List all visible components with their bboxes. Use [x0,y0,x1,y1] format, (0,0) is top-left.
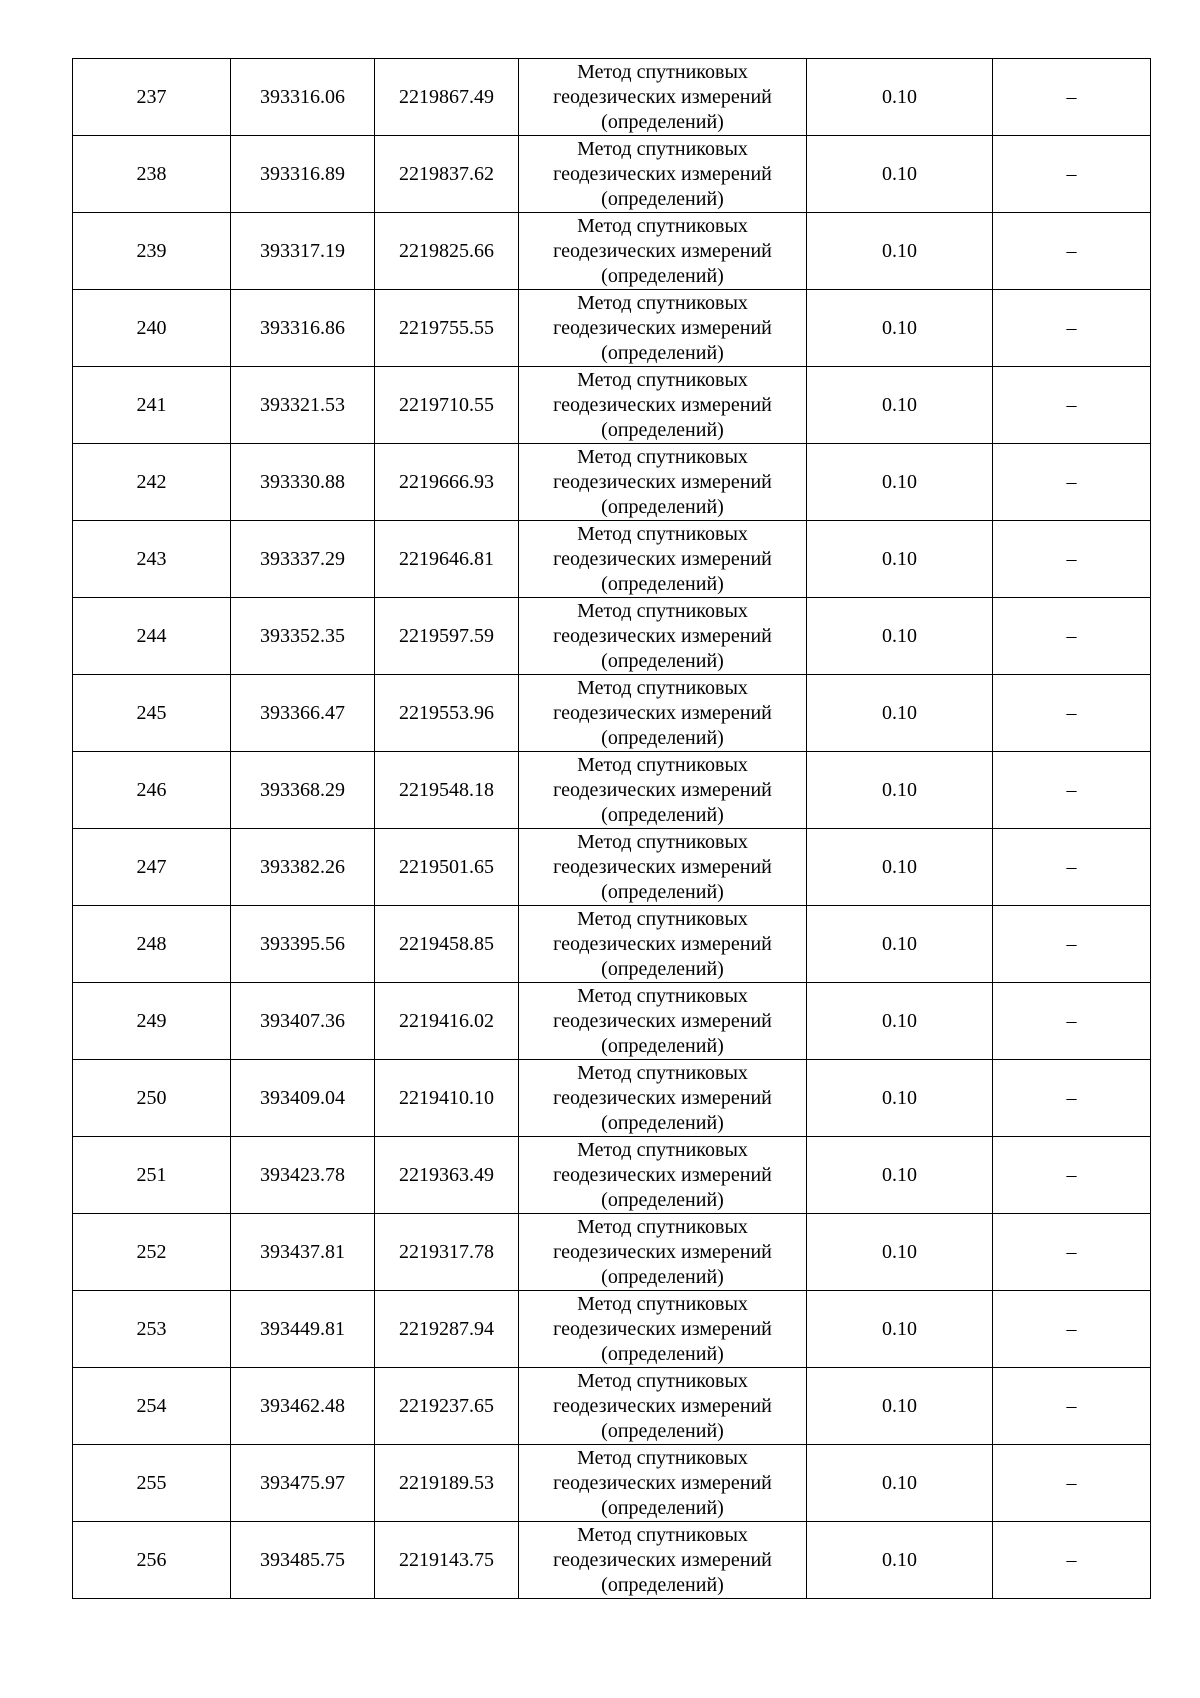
point-number-cell: 240 [73,290,231,367]
method-line: геодезических измерений [553,239,772,262]
table-row [73,444,1151,521]
accuracy-cell: 0.10 [807,213,993,290]
method-cell [519,752,807,829]
method-line: геодезических измерений [553,1086,772,1109]
y-coordinate-cell: 2219755.55 [375,290,519,367]
x-coordinate-cell: 393475.97 [231,1445,375,1522]
method-cell [519,136,807,213]
y-coordinate-cell: 2219501.65 [375,829,519,906]
x-coordinate-cell: 393449.81 [231,1291,375,1368]
accuracy-cell: 0.10 [807,752,993,829]
x-coordinate-cell: 393395.56 [231,906,375,983]
method-line: (определений) [601,264,724,287]
method-cell [519,675,807,752]
note-cell: – [993,1060,1151,1137]
point-number-cell: 249 [73,983,231,1060]
method-line: геодезических измерений [553,1394,772,1417]
y-coordinate-cell: 2219317.78 [375,1214,519,1291]
y-coordinate-cell: 2219363.49 [375,1137,519,1214]
x-coordinate-cell: 393437.81 [231,1214,375,1291]
method-line: Метод спутниковых [577,1369,748,1392]
method-cell [519,906,807,983]
y-coordinate-cell: 2219410.10 [375,1060,519,1137]
table-row [73,906,1151,983]
accuracy-cell: 0.10 [807,675,993,752]
method-line: (определений) [601,1419,724,1442]
method-line: геодезических измерений [553,1317,772,1340]
method-line: Метод спутниковых [577,1446,748,1469]
accuracy-cell: 0.10 [807,1368,993,1445]
point-number-cell: 246 [73,752,231,829]
method-line: (определений) [601,110,724,133]
method-line: Метод спутниковых [577,907,748,930]
method-line: (определений) [601,341,724,364]
x-coordinate-cell: 393407.36 [231,983,375,1060]
accuracy-cell: 0.10 [807,59,993,136]
method-cell [519,290,807,367]
method-line: Метод спутниковых [577,599,748,622]
method-line: Метод спутниковых [577,753,748,776]
method-line: Метод спутниковых [577,291,748,314]
point-number-cell: 255 [73,1445,231,1522]
method-line: геодезических измерений [553,1163,772,1186]
method-line: (определений) [601,1111,724,1134]
x-coordinate-cell: 393352.35 [231,598,375,675]
method-line: геодезических измерений [553,1548,772,1571]
method-line: геодезических измерений [553,778,772,801]
coordinates-table-body [73,59,1151,1599]
note-cell: – [993,983,1151,1060]
y-coordinate-cell: 2219143.75 [375,1522,519,1599]
method-line: (определений) [601,572,724,595]
x-coordinate-cell: 393316.86 [231,290,375,367]
point-number-cell: 239 [73,213,231,290]
note-cell: – [993,1368,1151,1445]
method-line: геодезических измерений [553,85,772,108]
note-cell: – [993,1522,1151,1599]
y-coordinate-cell: 2219287.94 [375,1291,519,1368]
y-coordinate-cell: 2219825.66 [375,213,519,290]
point-number-cell: 241 [73,367,231,444]
method-line: геодезических измерений [553,624,772,647]
method-line: Метод спутниковых [577,445,748,468]
table-row [73,1137,1151,1214]
method-cell [519,1445,807,1522]
table-row [73,136,1151,213]
coordinates-table [72,58,1151,1599]
x-coordinate-cell: 393485.75 [231,1522,375,1599]
table-row [73,59,1151,136]
note-cell: – [993,59,1151,136]
accuracy-cell: 0.10 [807,983,993,1060]
method-line: Метод спутниковых [577,214,748,237]
x-coordinate-cell: 393330.88 [231,444,375,521]
method-line: (определений) [601,495,724,518]
table-row [73,1368,1151,1445]
x-coordinate-cell: 393317.19 [231,213,375,290]
method-cell [519,1137,807,1214]
method-line: Метод спутниковых [577,1292,748,1315]
y-coordinate-cell: 2219646.81 [375,521,519,598]
method-line: (определений) [601,957,724,980]
note-cell: – [993,1214,1151,1291]
point-number-cell: 250 [73,1060,231,1137]
method-line: Метод спутниковых [577,1138,748,1161]
y-coordinate-cell: 2219710.55 [375,367,519,444]
note-cell: – [993,1445,1151,1522]
table-row [73,367,1151,444]
method-cell [519,1522,807,1599]
method-line: (определений) [601,803,724,826]
x-coordinate-cell: 393462.48 [231,1368,375,1445]
point-number-cell: 256 [73,1522,231,1599]
method-cell [519,1214,807,1291]
note-cell: – [993,752,1151,829]
method-cell [519,983,807,1060]
method-cell [519,213,807,290]
method-line: Метод спутниковых [577,60,748,83]
method-line: (определений) [601,649,724,672]
method-line: геодезических измерений [553,547,772,570]
table-row [73,675,1151,752]
table-row [73,290,1151,367]
method-cell [519,444,807,521]
method-line: (определений) [601,1034,724,1057]
method-cell [519,1291,807,1368]
method-line: (определений) [601,1188,724,1211]
table-row [73,213,1151,290]
table-row [73,983,1151,1060]
method-line: геодезических измерений [553,393,772,416]
y-coordinate-cell: 2219458.85 [375,906,519,983]
method-line: Метод спутниковых [577,984,748,1007]
table-row [73,1522,1151,1599]
point-number-cell: 243 [73,521,231,598]
method-line: (определений) [601,726,724,749]
table-row [73,598,1151,675]
accuracy-cell: 0.10 [807,1214,993,1291]
y-coordinate-cell: 2219189.53 [375,1445,519,1522]
table-row [73,1291,1151,1368]
accuracy-cell: 0.10 [807,290,993,367]
table-row [73,521,1151,598]
point-number-cell: 254 [73,1368,231,1445]
method-cell [519,598,807,675]
accuracy-cell: 0.10 [807,367,993,444]
method-cell [519,1060,807,1137]
point-number-cell: 253 [73,1291,231,1368]
method-line: геодезических измерений [553,470,772,493]
point-number-cell: 244 [73,598,231,675]
method-line: геодезических измерений [553,162,772,185]
x-coordinate-cell: 393316.06 [231,59,375,136]
method-cell [519,1368,807,1445]
accuracy-cell: 0.10 [807,444,993,521]
accuracy-cell: 0.10 [807,136,993,213]
method-line: (определений) [601,187,724,210]
point-number-cell: 245 [73,675,231,752]
note-cell: – [993,521,1151,598]
y-coordinate-cell: 2219867.49 [375,59,519,136]
point-number-cell: 248 [73,906,231,983]
y-coordinate-cell: 2219597.59 [375,598,519,675]
note-cell: – [993,290,1151,367]
note-cell: – [993,598,1151,675]
method-line: геодезических измерений [553,1009,772,1032]
accuracy-cell: 0.10 [807,521,993,598]
note-cell: – [993,444,1151,521]
method-cell [519,59,807,136]
method-line: геодезических измерений [553,316,772,339]
note-cell: – [993,213,1151,290]
method-line: Метод спутниковых [577,676,748,699]
accuracy-cell: 0.10 [807,829,993,906]
method-line: геодезических измерений [553,701,772,724]
note-cell: – [993,367,1151,444]
table-row [73,829,1151,906]
method-line: (определений) [601,1342,724,1365]
note-cell: – [993,829,1151,906]
method-cell [519,829,807,906]
method-line: Метод спутниковых [577,1523,748,1546]
accuracy-cell: 0.10 [807,598,993,675]
method-cell [519,521,807,598]
accuracy-cell: 0.10 [807,1137,993,1214]
x-coordinate-cell: 393316.89 [231,136,375,213]
point-number-cell: 251 [73,1137,231,1214]
y-coordinate-cell: 2219237.65 [375,1368,519,1445]
y-coordinate-cell: 2219666.93 [375,444,519,521]
method-line: (определений) [601,1573,724,1596]
y-coordinate-cell: 2219548.18 [375,752,519,829]
note-cell: – [993,906,1151,983]
x-coordinate-cell: 393409.04 [231,1060,375,1137]
point-number-cell: 237 [73,59,231,136]
point-number-cell: 252 [73,1214,231,1291]
note-cell: – [993,1137,1151,1214]
table-row [73,1445,1151,1522]
method-line: Метод спутниковых [577,137,748,160]
method-line: Метод спутниковых [577,368,748,391]
y-coordinate-cell: 2219416.02 [375,983,519,1060]
method-line: Метод спутниковых [577,1061,748,1084]
point-number-cell: 238 [73,136,231,213]
note-cell: – [993,1291,1151,1368]
point-number-cell: 242 [73,444,231,521]
method-line: Метод спутниковых [577,522,748,545]
accuracy-cell: 0.10 [807,906,993,983]
note-cell: – [993,675,1151,752]
method-line: (определений) [601,418,724,441]
y-coordinate-cell: 2219553.96 [375,675,519,752]
method-cell [519,367,807,444]
method-line: геодезических измерений [553,1471,772,1494]
method-line: геодезических измерений [553,932,772,955]
method-line: Метод спутниковых [577,830,748,853]
table-row [73,752,1151,829]
table-row [73,1060,1151,1137]
note-cell: – [993,136,1151,213]
point-number-cell: 247 [73,829,231,906]
x-coordinate-cell: 393382.26 [231,829,375,906]
method-line: геодезических измерений [553,855,772,878]
x-coordinate-cell: 393337.29 [231,521,375,598]
x-coordinate-cell: 393321.53 [231,367,375,444]
accuracy-cell: 0.10 [807,1291,993,1368]
method-line: (определений) [601,1496,724,1519]
method-line: геодезических измерений [553,1240,772,1263]
accuracy-cell: 0.10 [807,1060,993,1137]
x-coordinate-cell: 393366.47 [231,675,375,752]
method-line: Метод спутниковых [577,1215,748,1238]
accuracy-cell: 0.10 [807,1522,993,1599]
method-line: (определений) [601,880,724,903]
method-line: (определений) [601,1265,724,1288]
x-coordinate-cell: 393423.78 [231,1137,375,1214]
x-coordinate-cell: 393368.29 [231,752,375,829]
accuracy-cell: 0.10 [807,1445,993,1522]
y-coordinate-cell: 2219837.62 [375,136,519,213]
table-row [73,1214,1151,1291]
